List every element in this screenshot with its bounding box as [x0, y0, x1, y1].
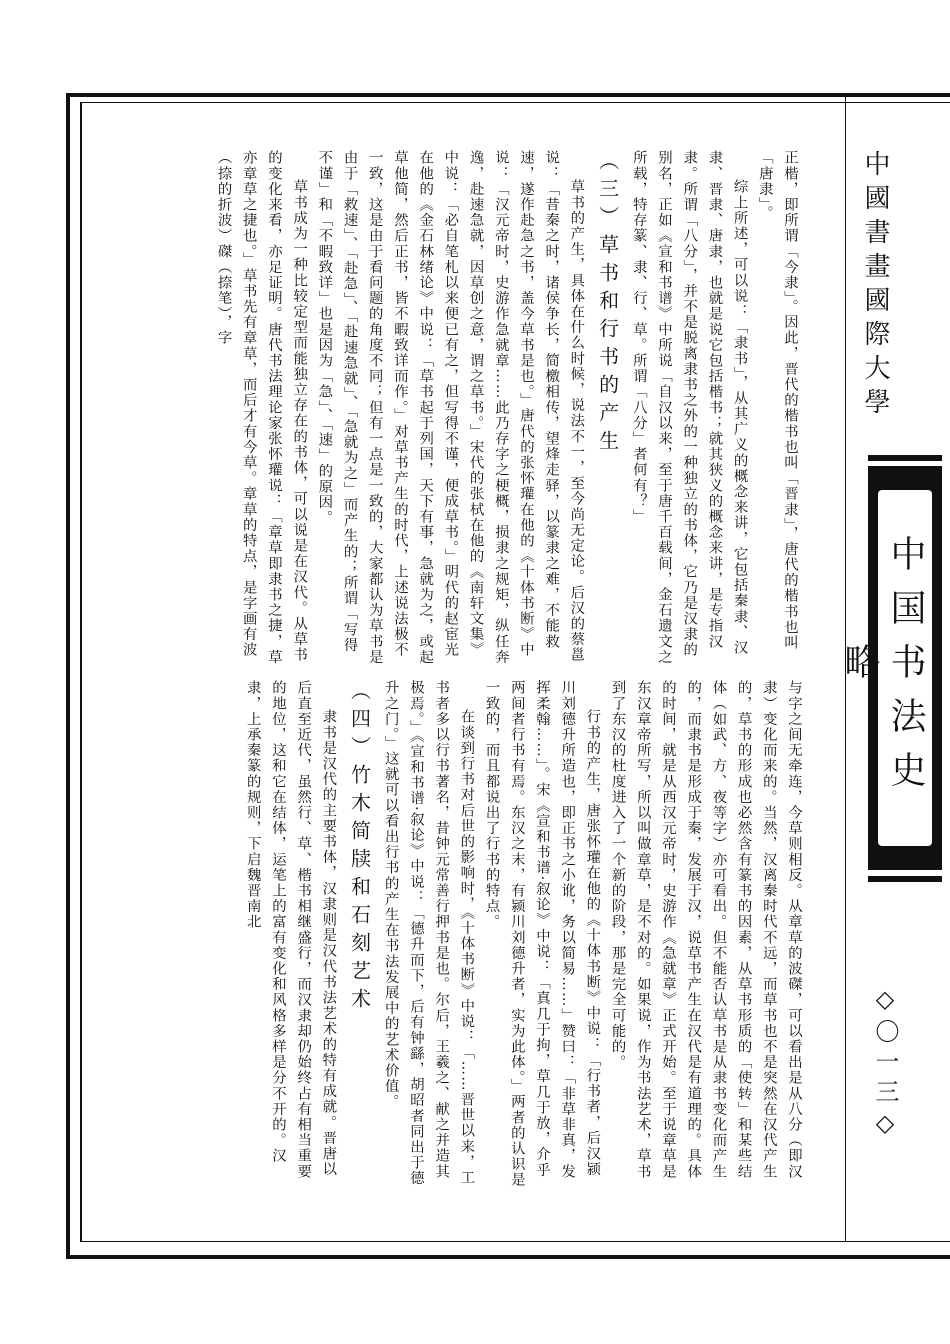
page-number: ◇〇一三◇ — [871, 985, 899, 1143]
paragraph: 草书成为一种比较定型而能独立存在的书体，可以说是在汉代。从草书的变化来看，亦足证明。唐代书法理论家张怀瓘说：「章草即隶书之捷，草亦章草之捷也。」草书先有章草，而后才有今草。章草的特点，是字画有波（捺的折波）磔（捺笔），字 — [215, 150, 308, 665]
paragraph: 行书的产生，唐张怀瓘在他的《十体书断》中说：「行书者，后汉颍川刘德升所造也，即正书之小讹，务以简易……」赞曰：「非草非真，发挥柔翰……」。宋《宣和书谱·叙论》中说：「真几于拘，草几于放，介乎两间者行书有焉。东汉之末，有颍川刘德升者，实为此体。」两者的认识是一致的，而且都说出了行书的特点。 — [483, 680, 601, 1188]
section-heading: （三）草书和行书的产生 — [595, 150, 620, 458]
paragraph: 正楷，即所谓「今隶」。因此，晋代的楷书也叫「晋隶」，唐代的楷书也叫「唐隶」。 — [756, 150, 798, 651]
title-band-top — [868, 455, 942, 461]
frame-inner-line — [80, 102, 82, 1242]
book-title: 中国书法史略 — [839, 535, 926, 805]
frame-inner-bottom-line — [80, 1241, 950, 1242]
paragraph: 在谈到行书对后世的影响时，《十体书断》中说：「……晋世以来，工书者多以行书著名，昔钟元常善行押书是也。尔后，王羲之、献之并造其极焉。」《宣和书谱·叙论》中说：「德升而下，后有钟繇，胡昭者同出于德升之门。」这就可以看出行书的产生在书法发展中的艺术价值。 — [382, 680, 475, 1187]
university-header: 中國書畫國際大學 — [860, 150, 890, 422]
lower-text-block — [122, 680, 806, 1190]
frame-inner-top-line — [80, 102, 950, 103]
paragraph: 与字之间无牵连，今草则相反。从章草的波磔，可以看出是从八分（即汉隶）变化而来的。当然，汉离秦时代不远，而草书也不是突然在汉代产生的，草书的形成也必然含有篆书的因素，从草书形质的「使转」和某些结体（如武、方、夜等字）亦可看出。但不能否认草书是从隶书变化而产生的，而隶书是形成于秦，发展于汉，说草书产生在汉代是有道理的。具体的时间，就是从西汉元帝时，史游作《急就章》正式开始。至于说章草是东汉章帝所写，所以叫做章草，是不对的。如果说，作为书法艺术，草书到了东汉的杜度进入了一个新的阶段，那是完全可能的。 — [609, 680, 802, 1180]
paragraph: 草书的产生，具体在什么时候，说法不一，至今尚无定论。后汉的蔡邕说：「昔秦之时，诸侯争长，简檄相传，望烽走驿，以篆隶之难，不能救速，遂作赴急之书，盖今草书是也。」唐代的张怀瓘在他的《十体书断》中说：「汉元帝时，史游作急就章……此乃存字之梗概，损隶之规矩，纵任奔逸，赴速急就，因草创之意，谓之草书。」宋代的张栻在他的《南轩文集》中说：「必自笔札以来便已有之，但写得不谨，便成草书。」明代的赵宦光在他的《金石林绪论》中说：「草书起于列国，天下有事，急就为之，或起草他简，然后正书，皆不暇致详而作。」对草书产生的时代，上述说法极不一致，这是由于看问题的角度不同；但有一点是一致的，大家都认为草书是由于「救速」、「赴急」、「赴速急就」、「急就为之」而产生的；所谓「写得不谨」和「不暇致详」也是因为「急」、「速」的原因。 — [316, 150, 585, 665]
title-band-bottom — [868, 876, 942, 882]
upper-text-block — [122, 150, 802, 665]
paragraph: 隶书是汉代的主要书体，汉隶则是汉代书法艺术的特有成就。晋唐以后直至近代，虽然行、草、楷书相继盛行，而汉隶却仍始终占有相当重要的地位，这和它在结体，运笔上的富有变化和风格多样是分不开的。汉隶，上承秦篆的规则，下启魏晋南北 — [244, 680, 337, 1180]
paragraph: 综上所述，可以说：「隶书」，从其广义的概念来讲，它包括秦隶、汉隶、晋隶、唐隶，也就是说它包括楷书；就其狭义的概念来讲，是专指汉隶。所谓「八分」，并不是脱离隶书之外的一种独立的书体，它乃是汉隶的别名，正如《宣和书谱》中所说「自汉以来，至于唐千百载间，金石遗文之所载，特存篆、隶、行、草。所谓「八分」者何有？」 — [630, 150, 748, 665]
section-heading: （四）竹木简牍和石刻艺术 — [347, 680, 372, 1016]
